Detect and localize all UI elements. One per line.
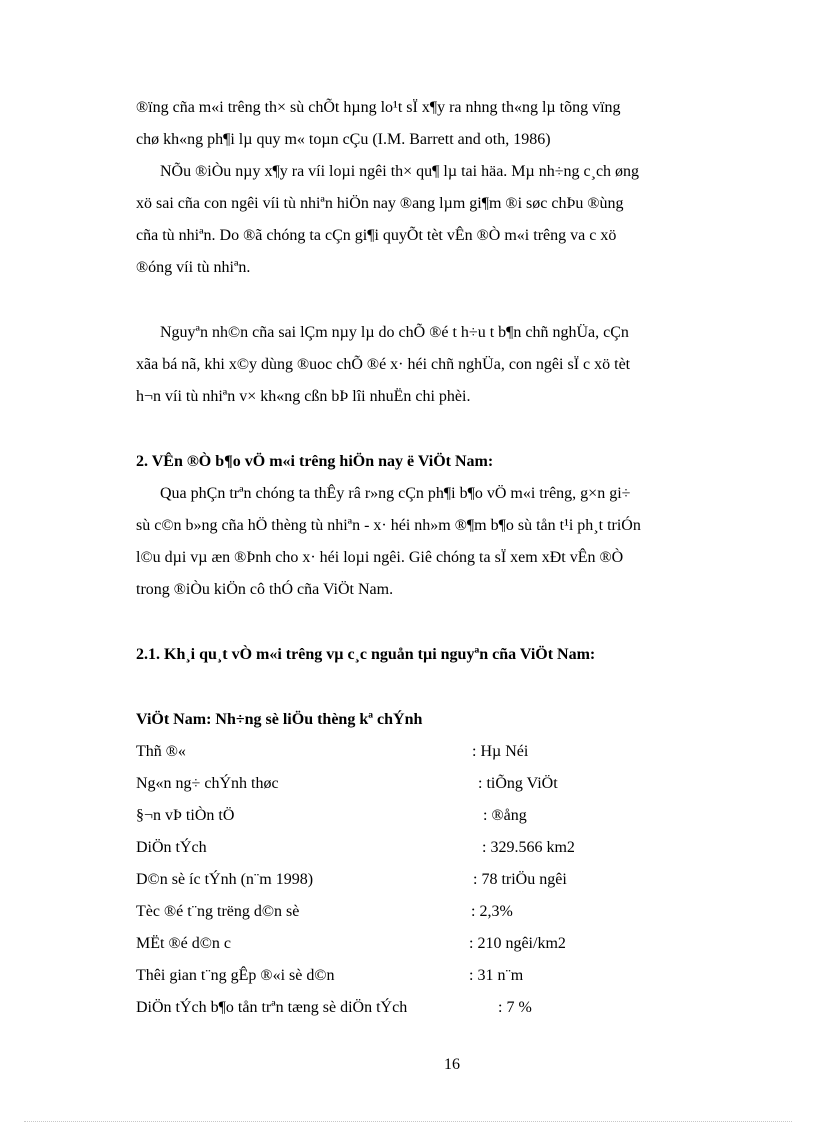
fact-label: Ng«n ng÷ chÝnh thøc (136, 775, 279, 792)
subsection-heading: 2.1. Kh¸i qu¸t vÒ m«i trêng vµ c¸c nguån tµi nguyªn cña ViÖt Nam: (136, 646, 596, 663)
fact-value: : tiÕng ViÖt (478, 775, 558, 792)
fact-row (136, 902, 736, 922)
body-line: trong ®iÒu kiÖn cô thÓ cña ViÖt Nam. (136, 581, 394, 598)
fact-value: : 210 ngêi/km2 (469, 935, 566, 952)
body-line: Nguyªn nh©n cña sai lÇm nµy lµ do chÕ ®é t h÷u t b¶n chñ nghÜa, cÇn (160, 324, 629, 341)
body-line: sù c©n b»ng cña hÖ thèng tù nhiªn - x· héi nh»m ®¶m b¶o sù tån t¹i ph¸t triÓn (136, 517, 641, 534)
body-line: Qua phÇn trªn chóng ta thÊy râ r»ng cÇn ph¶i b¶o vÖ m«i trêng, g×n gi÷ (160, 485, 631, 502)
body-line: chø kh«ng ph¶i lµ quy m« toµn cÇu (I.M. Barrett and oth, 1986) (136, 131, 551, 148)
fact-value: : Hµ Néi (472, 743, 529, 760)
body-line: ®ïng cña m«i trêng th× sù chÕt hµng lo¹t sÏ x¶y ra nhng th«ng lµ tõng vïng (136, 99, 621, 116)
fact-label: DiÖn tÝch (136, 839, 207, 856)
fact-label: Thñ ®« (136, 743, 186, 760)
body-line: xãa bá nã, khi x©y dùng ®uoc chÕ ®é x· héi chñ nghÜa, con ngêi sÏ c xö tèt (136, 356, 631, 373)
fact-label: MËt ®é d©n c (136, 935, 231, 952)
section-heading: 2. VÊn ®Ò b¶o vÖ m«i trêng hiÖn nay ë ViÖt Nam: (136, 453, 494, 470)
body-line: l©u dµi vµ æn ®Þnh cho x· héi loµi ngêi. Giê chóng ta sÏ xem xÐt vÊn ®Ò (136, 549, 624, 566)
page-bottom-rule (24, 1121, 792, 1122)
fact-row (136, 742, 736, 762)
fact-row (136, 774, 736, 794)
body-line: NÕu ®iÒu nµy x¶y ra víi loµi ngêi th× qu¶ lµ tai häa. Mµ nh÷ng c¸ch øng (160, 163, 640, 180)
fact-row (136, 998, 736, 1018)
fact-label: §¬n vÞ tiÒn tÖ (136, 807, 235, 824)
fact-value: : 31 n¨m (469, 967, 524, 984)
fact-value: : ®ång (483, 807, 527, 824)
fact-value: : 78 triÖu ngêi (473, 871, 567, 888)
fact-label: Tèc ®é t¨ng trëng d©n sè (136, 903, 300, 920)
fact-label: Thêi gian t¨ng gÊp ®«i sè d©n (136, 967, 335, 984)
body-line: cña tù nhiªn. Do ®ã chóng ta cÇn gi¶i quyÕt tèt vÊn ®Ò m«i trêng va c xö (136, 227, 617, 244)
body-line: ®óng víi tù nhiªn. (136, 259, 251, 276)
body-line: h¬n víi tù nhiªn v× kh«ng cßn bÞ lîi nhuËn chi phèi. (136, 388, 471, 405)
fact-row (136, 966, 736, 986)
fact-value: : 2,3% (471, 903, 513, 920)
fact-value: : 7 % (498, 999, 532, 1016)
fact-row (136, 806, 736, 826)
fact-row (136, 870, 736, 890)
facts-heading: ViÖt Nam: Nh÷ng sè liÖu thèng kª chÝnh (136, 711, 423, 728)
fact-value: : 329.566 km2 (482, 839, 575, 856)
fact-row (136, 838, 736, 858)
fact-label: D©n sè íc tÝnh (n¨m 1998) (136, 871, 314, 888)
fact-label: DiÖn tÝch b¶o tån trªn tæng sè diÖn tÝch (136, 999, 408, 1016)
fact-row (136, 934, 736, 954)
body-line: xö sai cña con ngêi víi tù nhiªn hiÖn nay ®ang lµm gi¶m ®i søc chÞu ®ùng (136, 195, 624, 212)
page-number: 16 (444, 1056, 460, 1073)
